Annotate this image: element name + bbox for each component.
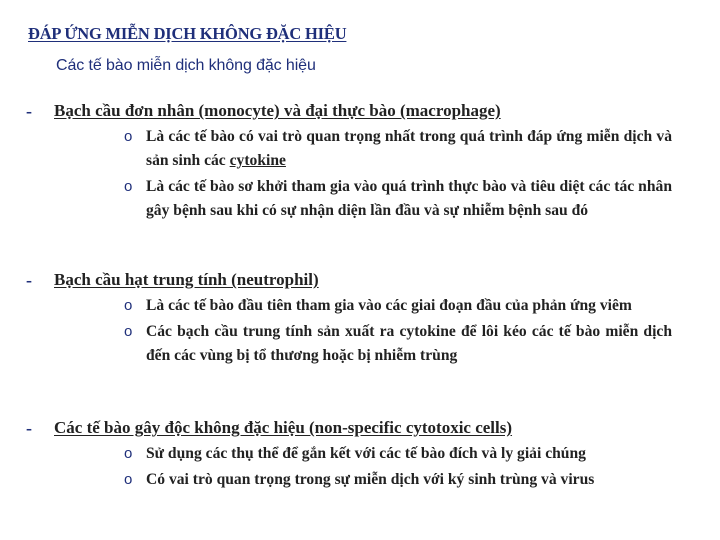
section-dash-marker: -: [26, 101, 32, 121]
list-item: [0, 125, 672, 173]
list-item-text: Là các tế bào sơ khởi tham gia vào quá trình thực bào và tiêu diệt các tác nhân gây bệnh sau khi có sự nhận diện lần đầu và sự nhiễm bệnh sau đó: [146, 178, 672, 219]
list-item-text: Là các tế bào có vai trò quan trọng nhất trong quá trình đáp ứng miễn dịch và sản sinh các cytokine: [146, 128, 672, 169]
list-item: [0, 294, 672, 318]
list-item: [0, 320, 672, 368]
list-item-text: Sử dụng các thụ thể để gắn kết với các tế bào đích và ly giải chúng: [146, 445, 586, 462]
section-dash-marker: -: [26, 270, 32, 290]
circle-bullet-icon: o: [124, 178, 133, 195]
list-item: [0, 468, 672, 492]
list-item: [0, 175, 672, 223]
bullet-list: [0, 125, 720, 223]
section-dash-marker: -: [26, 418, 32, 438]
section-heading: Bạch cầu hạt trung tính (neutrophil): [54, 270, 319, 289]
circle-bullet-icon: o: [124, 323, 133, 340]
list-item-text: Có vai trò quan trọng trong sự miễn dịch với ký sinh trùng và virus: [146, 471, 595, 488]
cytokine-underlined-term: cytokine: [229, 152, 286, 169]
bullet-list: [0, 294, 720, 368]
section-heading: Các tế bào gây độc không đặc hiệu (non-specific cytotoxic cells): [54, 418, 513, 437]
circle-bullet-icon: o: [124, 128, 133, 145]
circle-bullet-icon: o: [124, 445, 133, 462]
list-item-text: Các bạch cầu trung tính sản xuất ra cytokine để lôi kéo các tế bào miễn dịch đến các vùng bị tổ thương hoặc bị nhiễm trùng: [146, 323, 672, 364]
slide-subtitle: Các tế bào miễn dịch không đặc hiệu: [56, 57, 316, 74]
section-neutrophil: [0, 270, 720, 368]
section-monocyte-macrophage: [0, 101, 720, 223]
bullet-list: [0, 442, 720, 492]
list-item-text: Là các tế bào đầu tiên tham gia vào các giai đoạn đầu của phản ứng viêm: [146, 297, 632, 314]
list-item: [0, 442, 672, 466]
circle-bullet-icon: o: [124, 297, 133, 314]
section-cytotoxic-cells: [0, 418, 720, 492]
circle-bullet-icon: o: [124, 471, 133, 488]
section-heading: Bạch cầu đơn nhân (monocyte) và đại thực bào (macrophage): [54, 101, 501, 120]
slide-title: ĐÁP ỨNG MIỄN DỊCH KHÔNG ĐẶC HIỆU: [28, 24, 347, 43]
